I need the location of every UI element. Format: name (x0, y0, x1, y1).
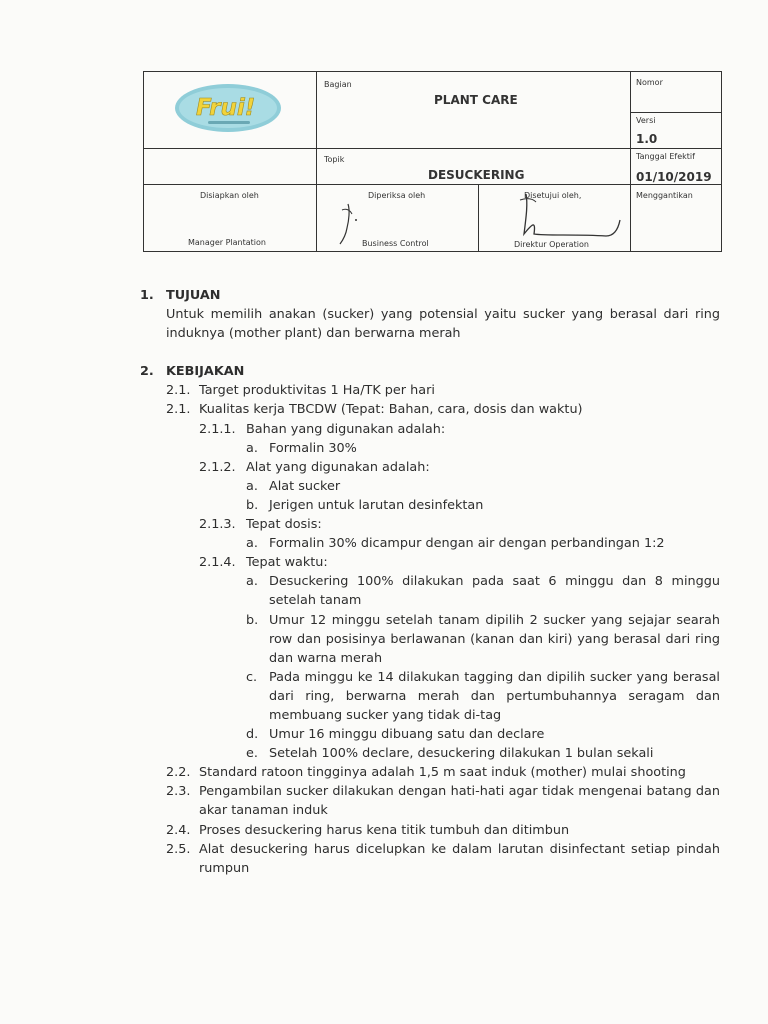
disetujui-label: Disetujui oleh, (524, 191, 582, 200)
section-title: TUJUAN (166, 288, 221, 303)
signature-business-control (334, 200, 374, 246)
list-item: 2.1.3. Tepat dosis: (199, 517, 322, 533)
diperiksa-role: Business Control (362, 239, 429, 248)
topik-label: Topik (324, 155, 345, 164)
list-item: c. Pada minggu ke 14 dilakukan tagging dan dipilih sucker yang berasal dari ring, berwarna merah dan pertumbuhannya seragam dan membuang sucker yang tidak di-tag (246, 669, 720, 723)
list-item: a. Alat sucker (246, 478, 341, 494)
list-item: 2.3. Pengambilan sucker dilakukan dengan hati-hati agar tidak mengenai batang dan akar tanaman induk (166, 784, 720, 819)
bagian-value: PLANT CARE (434, 93, 518, 107)
list-item: a. Formalin 30% (246, 440, 357, 456)
section-heading (140, 362, 720, 381)
list-item: 2.4. Proses desuckering harus kena titik tumbuh dan ditimbun (166, 822, 570, 838)
tanggal-efektif-label: Tanggal Efektif (636, 152, 695, 161)
list-item: 2.1. Target produktivitas 1 Ha/TK per hari (166, 383, 435, 399)
disiapkan-role: Manager Plantation (188, 238, 266, 247)
list-item: 2.2. Standard ratoon tingginya adalah 1,5 m saat induk (mother) mulai shooting (166, 765, 686, 781)
list-item: d. Umur 16 minggu dibuang satu dan declare (246, 727, 545, 743)
list-item: b. Jerigen untuk larutan desinfektan (246, 497, 484, 513)
list-item: a. Formalin 30% dicampur dengan air dengan perbandingan 1:2 (246, 536, 665, 552)
list-item: b. Umur 12 minggu setelah tanam dipilih 2 sucker yang sejajar searah row dan posisinya berlawanan (kanan dan kiri) yang berasal dari ring dan warna merah (246, 612, 720, 666)
section-heading (140, 286, 720, 305)
versi-label: Versi (636, 116, 656, 125)
list-item: 2.1.1. Bahan yang digunakan adalah: (199, 421, 446, 437)
section-title: KEBIJAKAN (166, 364, 245, 380)
tujuan-paragraph: Untuk memilih anakan (sucker) yang potensial yaitu sucker yang berasal dari ring induknya (mother plant) dan berwarna merah (166, 307, 720, 342)
list-item: 2.1. Kualitas kerja TBCDW (Tepat: Bahan, cara, dosis dan waktu) (166, 402, 583, 418)
section-number: 1. (140, 288, 154, 303)
signature-direktur-operation (506, 190, 636, 242)
nomor-label: Nomor (636, 78, 663, 87)
topik-value: DESUCKERING (428, 168, 525, 182)
list-item: 2.1.2. Alat yang digunakan adalah: (199, 459, 430, 475)
list-item: 2.5. Alat desuckering harus dicelupkan ke dalam larutan disinfectant setiap pindah rumpun (166, 841, 720, 876)
company-logo (174, 82, 282, 134)
list-item: a. Desuckering 100% dilakukan pada saat 6 minggu dan 8 minggu setelah tanam (246, 574, 720, 609)
svg-text:Frui!: Frui! (196, 95, 256, 121)
document-header-table (143, 71, 722, 252)
tanggal-efektif-value: 01/10/2019 (636, 170, 712, 184)
disiapkan-label: Disiapkan oleh (200, 191, 259, 200)
versi-value: 1.0 (636, 132, 658, 146)
bagian-label: Bagian (324, 80, 352, 89)
section-number: 2. (140, 364, 154, 380)
disetujui-role: Direktur Operation (514, 240, 589, 249)
list-item: e. Setelah 100% declare, desuckering dilakukan 1 bulan sekali (246, 746, 654, 762)
diperiksa-label: Diperiksa oleh (368, 191, 426, 200)
menggantikan-label: Menggantikan (636, 191, 693, 200)
list-item: 2.1.4. Tepat waktu: (199, 555, 328, 571)
document-body (140, 286, 720, 878)
